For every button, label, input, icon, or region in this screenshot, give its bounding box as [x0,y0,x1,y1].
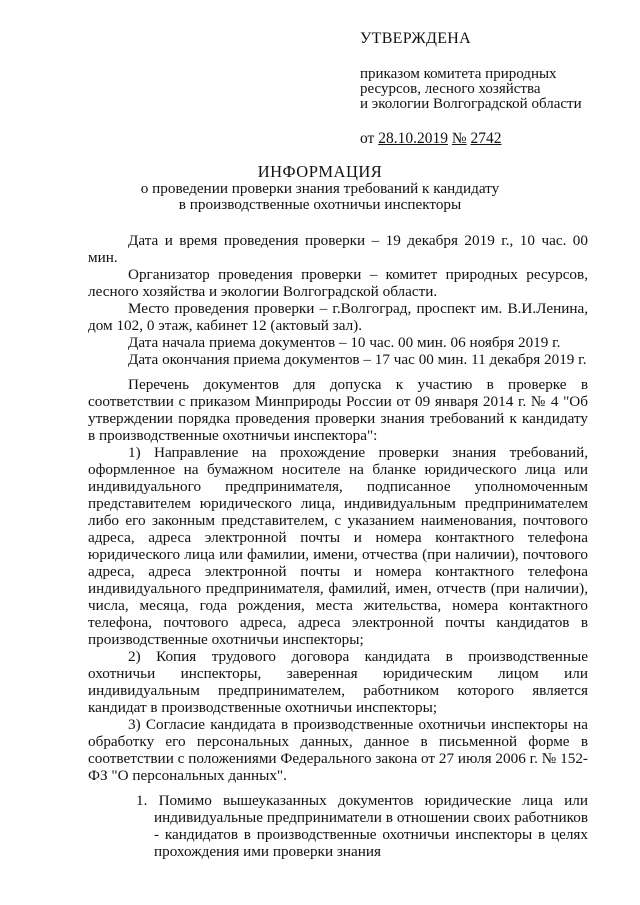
info-date-time: Дата и время проведения проверки – 19 декабря 2019 г., 10 час. 00 мин. [88,232,588,266]
date-prefix: от [360,130,375,147]
number-prefix: № [451,130,467,147]
approval-date-line [360,130,620,147]
document-title: ИНФОРМАЦИЯ [257,162,383,181]
documents-item-2: 2) Копия трудового договора кандидата в производственные охотничьи инспекторы, заверенная юридическим лицом или индивидуальным предпринимателем, работником которого является кандидат в производственные охотничьи инспекторы; [88,648,588,716]
document-body [88,232,588,860]
approval-line-3: и экологии Волгоградской области [360,96,582,112]
approval-line-1: приказом комитета природных [360,66,557,82]
numbered-marker: 1. [136,792,148,809]
document-subtitle-1: о проведении проверки знания требований к кандидату [140,180,500,197]
numbered-paragraph-text: Помимо вышеуказанных документов юридические лица или индивидуальные предприниматели в отношении своих работников - кандидатов в производственные охотничьи инспекторы в целях прохождения ими проверки знания [154,792,589,860]
info-organizer: Организатор проведения проверки – комитет природных ресурсов, лесного хозяйства и экологии Волгоградской области. [88,266,588,300]
info-end-date: Дата окончания приема документов – 17 час 00 мин. 11 декабря 2019 г. [128,351,587,368]
approval-title: УТВЕРЖДЕНА [360,30,472,47]
documents-item-1: 1) Направление на прохождение проверки знания требований, оформленное на бумажном носителе на бланке юридического лица или индивидуального предпринимателя, подписанное уполномоченным представителем юридического лица, индивидуальным предпринимателем либо его законным представителем, с указанием наименования, почтового адреса, адреса электронной почты и номера контактного телефона юридического лица или фамилии, имени, отчества (при наличии), почтового адреса, адреса электронной почты и номера контактного телефона индивидуального предпринимателя, фамилий, имен, отчеств (при наличии), числа, месяца, года рождения, места жительства, номера контактного телефона, почтового адреса, адреса электронной почты кандидатов в производственные охотничьи инспекторы; [88,444,588,648]
document-heading [0,163,640,213]
document-subtitle-2: в производственные охотничьи инспекторы [178,196,462,213]
info-start-date: Дата начала приема документов – 10 час. 00 мин. 06 ноября 2019 г. [128,334,561,351]
approval-number: 2742 [470,130,502,147]
approval-date: 28.10.2019 [378,130,448,147]
approval-block [360,30,620,147]
approval-line-2: ресурсов, лесного хозяйства [360,81,541,97]
info-place: Место проведения проверки – г.Волгоград, проспект им. В.И.Ленина, дом 102, 0 этаж, кабинет 12 (актовый зал). [88,300,588,334]
documents-item-3: 3) Согласие кандидата в производственные охотничьи инспекторы на обработку его персональных данных, данное в письменной форме в соответствии с положениями Федерального закона от 27 июля 2006 г. № 152-ФЗ "О персональных данных". [88,716,588,784]
numbered-paragraph-1 [136,792,589,860]
documents-intro: Перечень документов для допуска к участию в проверке в соответствии с приказом Минприроды России от 09 января 2014 г. № 4 "Об утверждении порядка проведения проверки знания требований к кандидату в производственные охотничьи инспектора": [88,376,588,444]
